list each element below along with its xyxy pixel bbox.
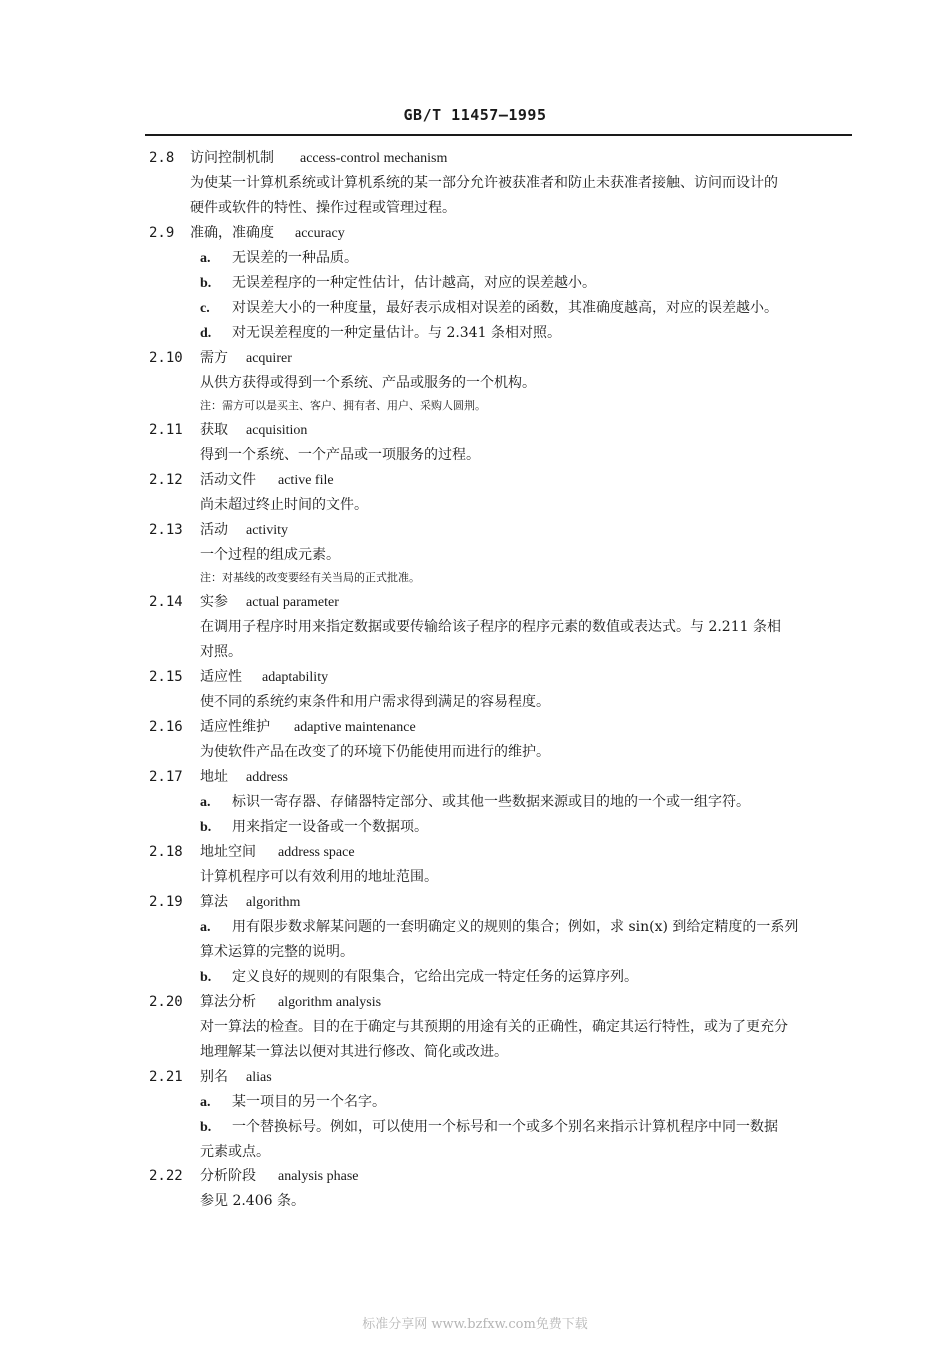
term-chinese: 分析阶段: [200, 1168, 256, 1184]
term-definition: 从供方获得或得到一个系统、产品或服务的一个机构。: [200, 375, 536, 391]
term-chinese: 适应性: [200, 669, 242, 685]
term-definition: 为使软件产品在改变了的环境下仍能使用而进行的维护。: [200, 744, 550, 760]
term-english: activity: [246, 523, 288, 538]
term-english: address space: [278, 845, 355, 860]
term-heading: [0, 221, 950, 246]
term-heading: [0, 715, 950, 740]
term-definition: 在调用子程序时用来指定数据或要传输给该子程序的程序元素的数值或表达式。与 2.211 条相 对照。: [200, 619, 781, 660]
footer-watermark: 标准分享网 www.bzfxw.com免费下载: [362, 1317, 588, 1332]
term-number: 2.19: [149, 894, 183, 910]
term-chinese: 实参: [200, 594, 228, 610]
term-number: 2.20: [149, 994, 183, 1010]
term-chinese: 算法: [200, 894, 228, 910]
term-definition: 使不同的系统约束条件和用户需求得到满足的容易程度。: [200, 694, 550, 710]
term-heading: [0, 146, 950, 171]
term-heading: [0, 990, 950, 1015]
term-english: active file: [278, 473, 334, 488]
term-chinese: 活动文件: [200, 472, 256, 488]
term-english: adaptability: [262, 670, 329, 685]
term-chinese: 地址: [200, 769, 228, 785]
term-number: 2.11: [149, 422, 183, 438]
term-chinese: 访问控制机制: [190, 150, 274, 166]
term-chinese: 需方: [200, 350, 228, 366]
term-note: 注：对基线的改变要经有关当局的正式批准。: [200, 571, 420, 584]
term-number: 2.9: [149, 225, 175, 241]
term-definition: 得到一个系统、一个产品或一项服务的过程。: [200, 447, 480, 463]
term-number: 2.16: [149, 719, 183, 735]
term-number: 2.15: [149, 669, 183, 685]
header-rule: [145, 134, 852, 136]
term-english: access-control mechanism: [300, 151, 448, 166]
term-english: acquisition: [246, 423, 308, 438]
term-definition: 计算机程序可以有效利用的地址范围。: [200, 869, 438, 885]
term-heading: [0, 1065, 950, 1090]
term-heading: [0, 1164, 950, 1189]
term-chinese: 适应性维护: [200, 719, 270, 735]
term-heading: [0, 765, 950, 790]
term-heading: [0, 518, 950, 543]
term-chinese: 获取: [200, 422, 228, 438]
term-english: algorithm analysis: [278, 995, 382, 1010]
term-english: actual parameter: [246, 595, 339, 610]
term-chinese: 地址空间: [200, 844, 256, 860]
term-number: 2.14: [149, 594, 183, 610]
term-chinese: 算法分析: [200, 994, 256, 1010]
page-header: GB/T 11457—1995: [403, 106, 547, 124]
term-english: address: [246, 770, 288, 785]
term-definition: 对一算法的检查。目的在于确定与其预期的用途有关的正确性，确定其运行特性，或为了更充分 地理解某一算法以便对其进行修改、简化或改进。: [200, 1019, 788, 1060]
term-number: 2.18: [149, 844, 183, 860]
term-chinese: 别名: [200, 1069, 228, 1085]
term-number: 2.17: [149, 769, 183, 785]
term-english: analysis phase: [278, 1169, 359, 1184]
term-definition: 参见 2.406 条。: [200, 1193, 305, 1209]
term-heading: [0, 840, 950, 865]
term-english: accuracy: [295, 226, 345, 241]
term-number: 2.10: [149, 350, 183, 366]
term-heading: [0, 890, 950, 915]
term-definition: 尚未超过终止时间的文件。: [200, 497, 368, 513]
term-number: 2.13: [149, 522, 183, 538]
term-number: 2.8: [149, 150, 175, 166]
term-note: 注：需方可以是买主、客户、拥有者、用户、采购人圆荆。: [200, 399, 486, 412]
term-english: acquirer: [246, 351, 292, 366]
term-heading: [0, 590, 950, 615]
term-heading: [0, 665, 950, 690]
term-number: 2.21: [149, 1069, 183, 1085]
term-number: 2.12: [149, 472, 183, 488]
term-chinese: 活动: [200, 522, 228, 538]
term-heading: [0, 418, 950, 443]
term-heading: [0, 346, 950, 371]
term-number: 2.22: [149, 1168, 183, 1184]
term-english: algorithm: [246, 895, 301, 910]
term-english: alias: [246, 1070, 272, 1085]
term-definition: 一个过程的组成元素。: [200, 547, 340, 563]
term-english: adaptive maintenance: [294, 720, 416, 735]
term-chinese: 准确，准确度: [190, 225, 274, 241]
term-heading: [0, 468, 950, 493]
